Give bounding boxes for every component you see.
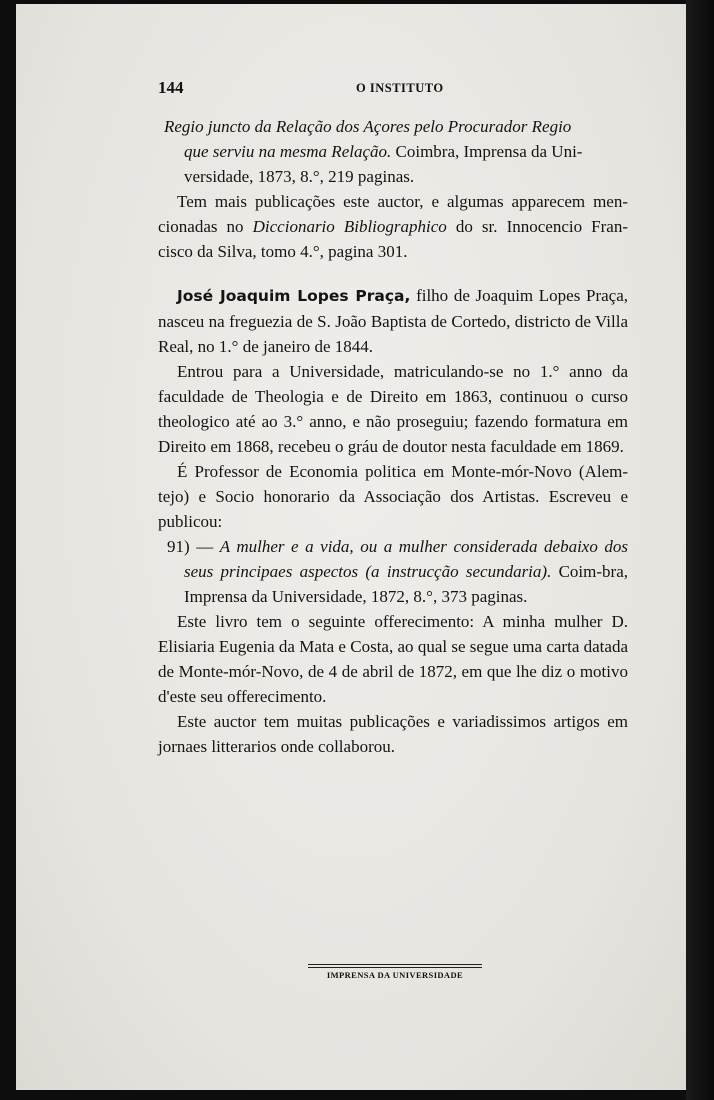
author-name: José Joaquim Lopes Praça,	[177, 287, 411, 305]
scan-edge	[686, 0, 714, 1100]
work-publication: Coim-bra, Imprensa da Universidade, 1872, 8.°, 373 paginas.	[184, 562, 628, 606]
dedication-note: Este livro tem o seguinte offerecimento: A minha mulher D. Elisiaria Eugenia da Mata e Costa, ao qual se segue uma carta datada de Monte-mór-Novo, de 4 de abril de 1872, em que lhe diz o motivo d'este seu offerecimento.	[158, 612, 628, 706]
imprint-rule-top	[308, 964, 482, 965]
work-number: 91)	[167, 537, 190, 556]
previous-author-note	[158, 189, 628, 264]
page-header	[158, 78, 628, 102]
previous-entry-publisher: Coimbra, Imprensa da Uni-	[391, 142, 583, 161]
closing-note: Este auctor tem muitas publicações e variadissimos artigos em jornaes litterarios onde collaborou.	[158, 712, 628, 756]
biography-education: Entrou para a Universidade, matriculando-se no 1.° anno da faculdade de Theologia e de Direito em 1863, continuou o curso theologico até ao 3.° anno, e não proseguiu; fazendo formatura em Direito em 1868, recebeu o gráu de doutor nesta faculdade em 1869.	[158, 362, 628, 456]
imprint-rule-bottom	[308, 967, 482, 968]
page-body	[158, 114, 628, 759]
work-dash: —	[189, 537, 220, 556]
page-number: 144	[158, 78, 184, 97]
work-title: A mulher e a vida, ou a mulher considerada debaixo dos seus principaes aspectos (a instrucção secundaria).	[184, 537, 628, 581]
note-italic-title: Diccionario Bibliographico	[252, 217, 447, 236]
running-title: O INSTITUTO	[356, 81, 444, 95]
previous-entry-title-line2: que serviu na mesma Relação.	[184, 142, 392, 161]
biography-intro-text: filho de Joaquim Lopes Praça, nasceu na freguezia de S. João Baptista de Cortedo, districto de Villa Real, no 1.° de janeiro de 1844.	[158, 286, 629, 356]
previous-entry-title-line1: Regio juncto da Relação dos Açores pelo Procurador Regio	[164, 117, 572, 136]
imprint-text: IMPRENSA DA UNIVERSIDADE	[326, 970, 464, 980]
biography-career: É Professor de Economia politica em Monte-mór-Novo (Alem-tejo) e Socio honorario da Associação dos Artistas. Escreveu e publicou:	[158, 462, 628, 531]
previous-entry	[158, 114, 628, 189]
work-entry	[158, 534, 628, 609]
note-text-1: Tem mais publicações este auctor, e algumas apparecem men-cionadas no	[158, 192, 628, 236]
imprint-block	[308, 964, 482, 980]
previous-entry-details: versidade, 1873, 8.°, 219 paginas.	[184, 167, 415, 186]
note-text-2: do sr. Innocencio Fran-cisco da Silva, tomo 4.°, pagina 301.	[158, 217, 629, 261]
biography-intro	[158, 283, 628, 359]
